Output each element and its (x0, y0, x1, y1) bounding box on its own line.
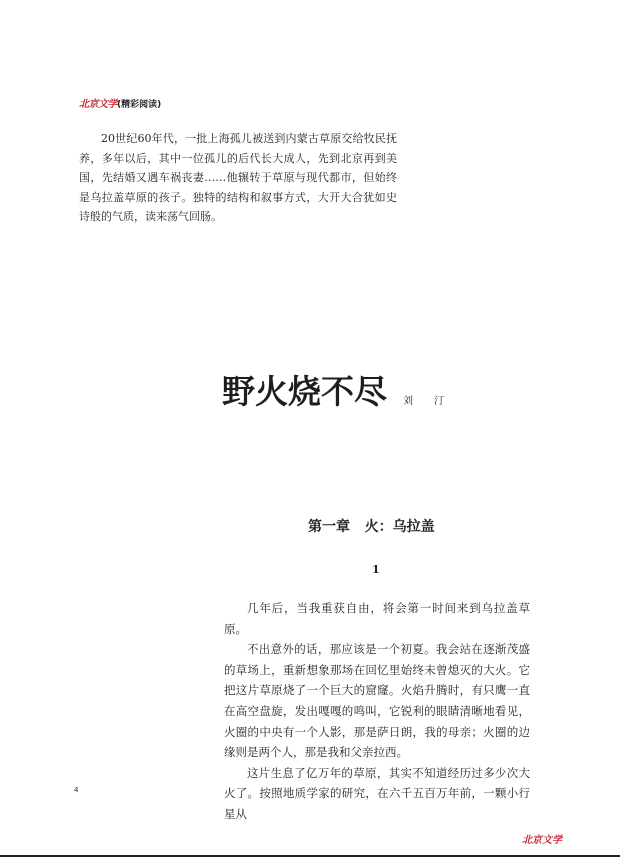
page-header (79, 99, 161, 111)
section-label: (精彩阅读) (117, 100, 162, 110)
body-paragraph: 几年后，当我重获自由，将会第一时间来到乌拉盖草原。 (224, 601, 530, 636)
article-title: 野火烧不尽 (222, 372, 387, 411)
footer-rule (0, 855, 620, 857)
body-paragraph: 这片生息了亿万年的草原，其实不知道经历过多少次大火了。按照地质学家的研究，在六千五百万年前，一颗小行星从 (224, 765, 530, 821)
page-number: 4 (74, 786, 79, 794)
footer-logo: 北京文学 (522, 835, 562, 846)
chapter-heading: 第一章 火：乌拉盖 (308, 519, 435, 535)
title-block (222, 372, 453, 412)
body-paragraph: 不出意外的话，那应该是一个初夏。我会站在逐渐茂盛的草场上，重新想象那场在回忆里始终未曾熄灭的大火。它把这片草原烧了一个巨大的窟窿。火焰升腾时，有只鹰一直在高空盘旋，发出嘎嘎的鸣叫，它锐利的眼睛清晰地看见，火圈的中央有一个人影，那是萨日朗，我的母亲；火圈的边缘则是两个人，那是我和父亲拉西。 (224, 642, 530, 760)
synopsis-text: 20世纪60年代，一批上海孤儿被送到内蒙古草原交给牧民抚养，多年以后，其中一位孤儿的后代长大成人，先到北京再到美国，先结婚又遇车祸丧妻……他辗转于草原与现代都市，但始终是乌拉盖草原的孩子。独特的结构和叙事方式，大开大合犹如史诗般的气质，读来荡气回肠。 (79, 132, 397, 223)
body-text (224, 598, 530, 825)
section-number: 1 (372, 563, 380, 576)
magazine-logo: 北京文学 (79, 99, 117, 110)
author-name: 刘 汀 (403, 396, 454, 407)
